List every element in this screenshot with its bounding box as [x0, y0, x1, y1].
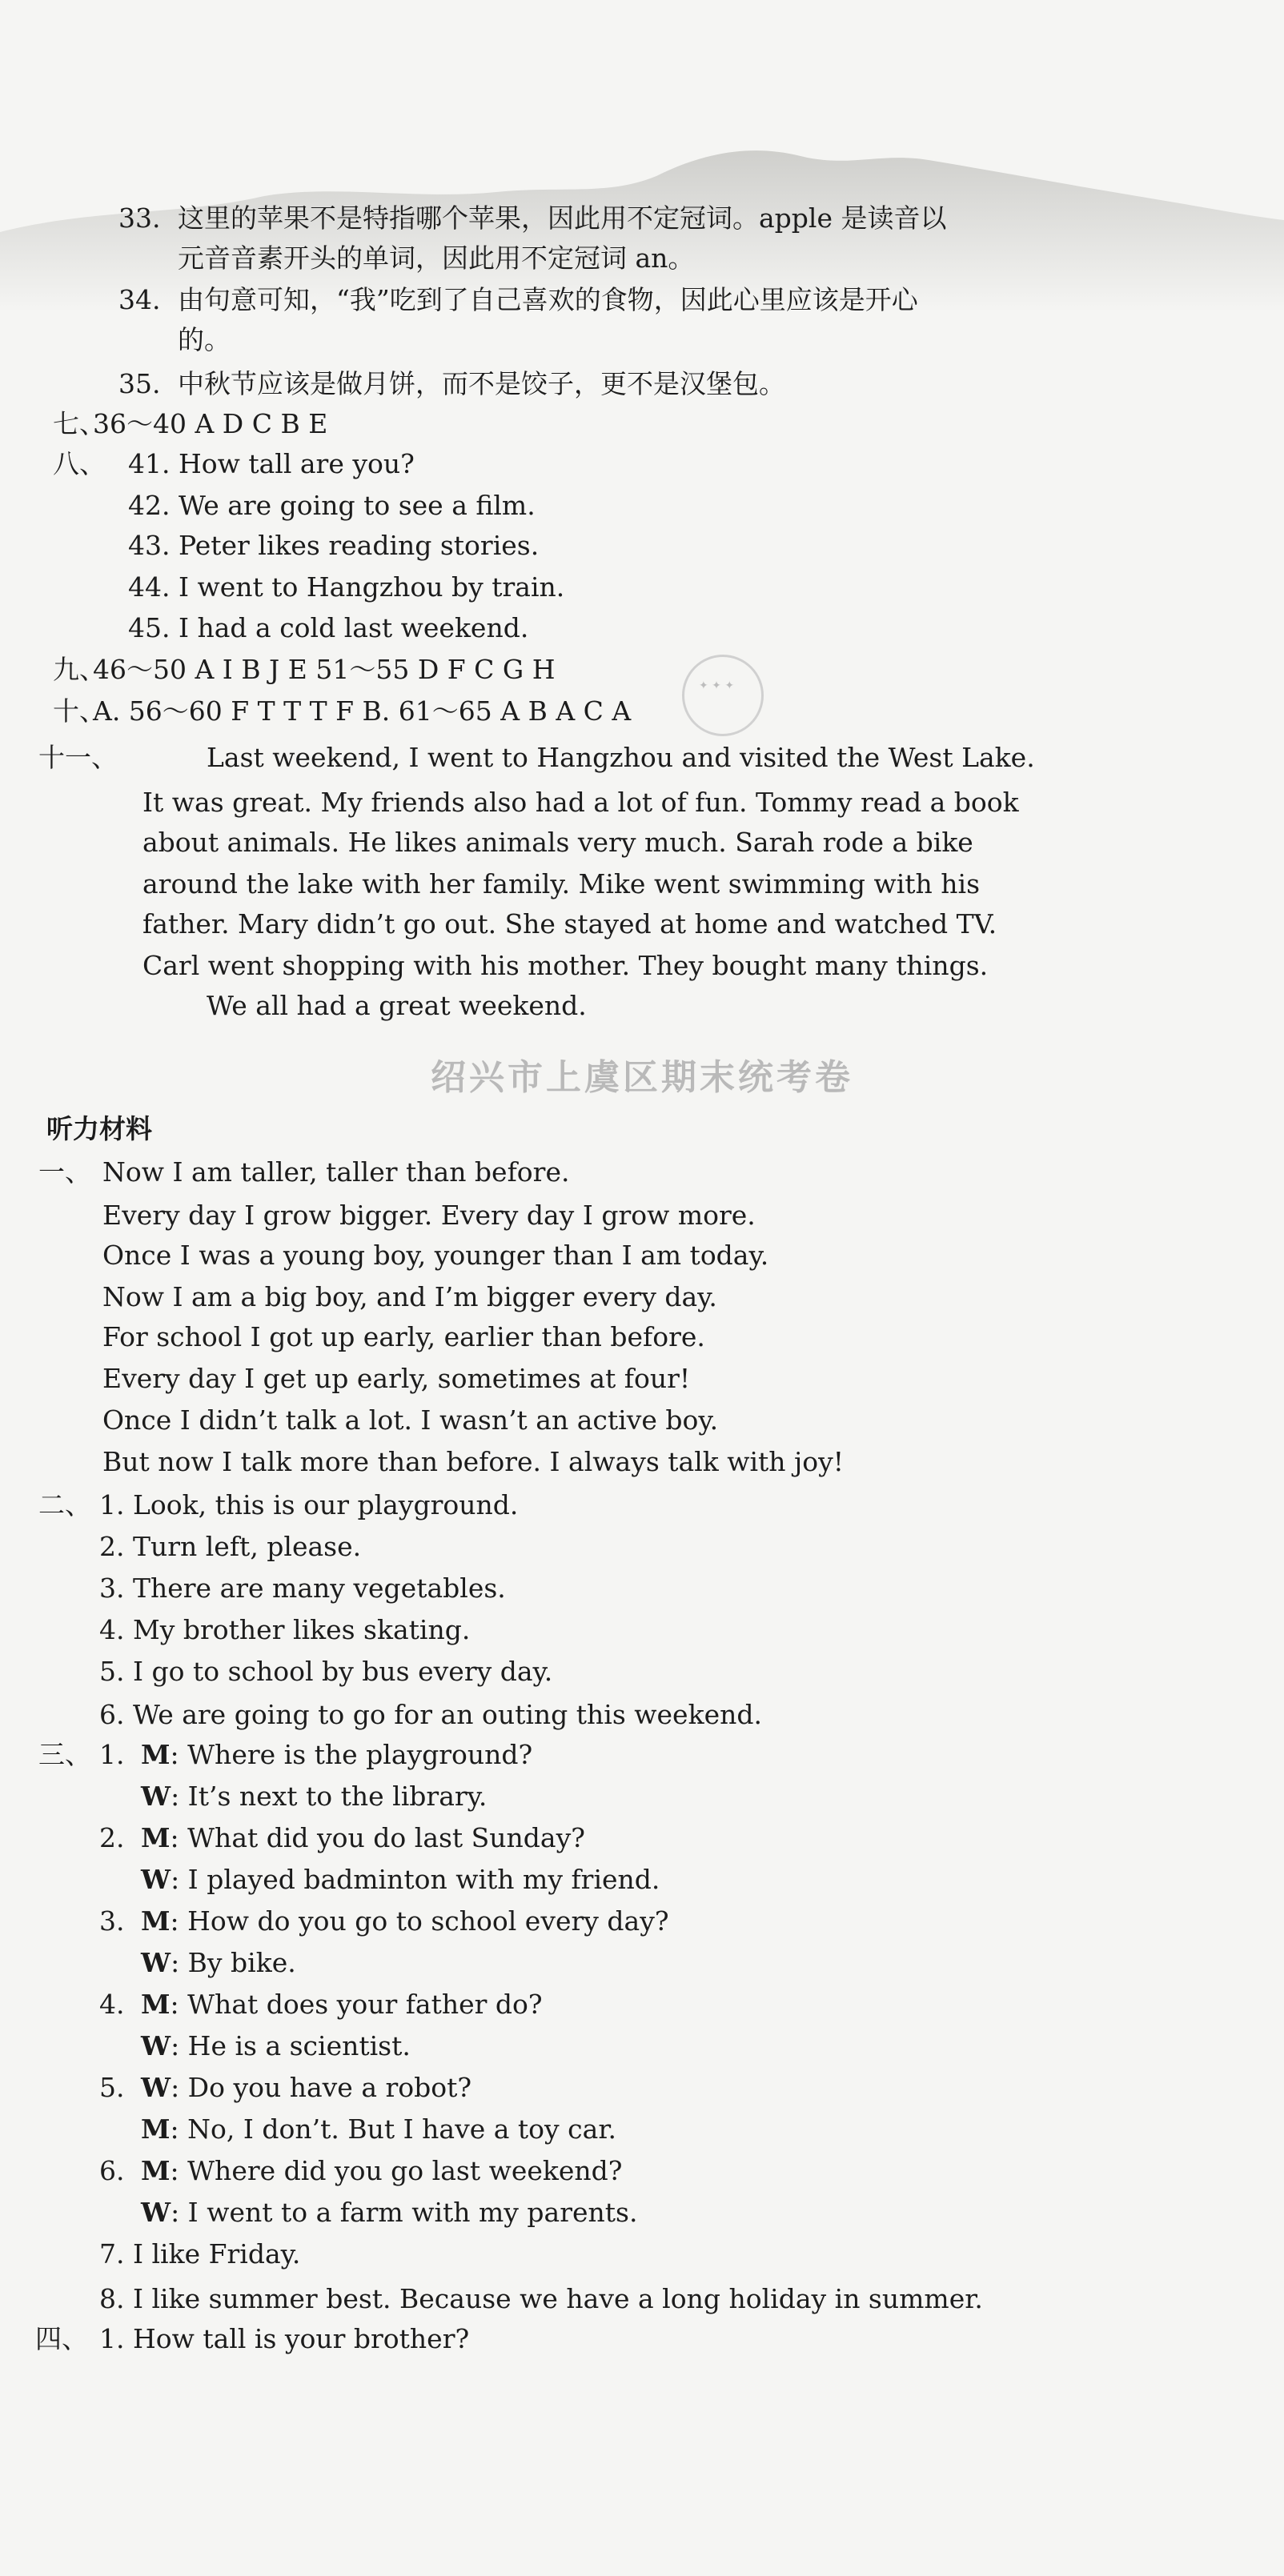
dialogue-line-2: W: By bike.	[141, 1947, 296, 1978]
dialogue-num: 2.	[99, 1822, 125, 1853]
explanation-34-line1: 由句意可知，“我”吃到了自己喜欢的食物，因此心里应该是开心	[178, 284, 918, 315]
poem-line: But now I talk more than before. I always talk with joy!	[102, 1446, 845, 1477]
dialogue-text: I played badminton with my friend.	[187, 1864, 660, 1895]
dialogue-text: By bike.	[187, 1947, 296, 1978]
speaker: W	[141, 2030, 171, 2061]
part-3-item: 8. I like summer best. Because we have a long holiday in summer.	[99, 2283, 983, 2314]
explanation-33-num: 33.	[118, 202, 161, 234]
speaker: W	[141, 1781, 171, 1812]
poem-line: Once I didn’t talk a lot. I wasn’t an active boy.	[102, 1404, 719, 1436]
speaker: M	[141, 2155, 171, 2186]
publisher-stamp: ✦ ✦ ✦	[682, 655, 764, 736]
poem-line: Now I am taller, taller than before.	[102, 1156, 570, 1188]
explanation-34-num: 34.	[118, 284, 161, 315]
section-9-answers: 46～50 A I B J E 51～55 D F C G H	[93, 654, 556, 685]
section-8-item: 41. How tall are you?	[128, 448, 415, 479]
listening-heading: 听力材料	[46, 1113, 152, 1144]
dialogue-line-1: M: What did you do last Sunday?	[141, 1822, 585, 1853]
dialogue-line-2: W: It’s next to the library.	[141, 1781, 488, 1812]
section-9-label: 九、	[53, 654, 106, 685]
dialogue-line-2: M: No, I don’t. But I have a toy car.	[141, 2113, 616, 2145]
part-3-label: 三、	[38, 1739, 91, 1770]
section-11-label: 十一、	[38, 742, 118, 773]
dialogue-text: Do you have a robot?	[187, 2072, 472, 2103]
composition-line: Carl went shopping with his mother. They bought many things.	[142, 950, 989, 981]
section-8-label: 八、	[53, 448, 106, 479]
explanation-35-line1: 中秋节应该是做月饼，而不是饺子，更不是汉堡包。	[178, 368, 785, 399]
dialogue-text: No, I don’t. But I have a toy car.	[187, 2113, 616, 2145]
explanation-33-line2: 元音音素开头的单词，因此用不定冠词 an。	[178, 242, 695, 274]
dialogue-line-1: W: Do you have a robot?	[141, 2072, 472, 2103]
poem-line: For school I got up early, earlier than before.	[102, 1321, 705, 1352]
speaker: M	[141, 1905, 171, 1937]
dialogue-text: What does your father do?	[187, 1989, 543, 2020]
dialogue-num: 6.	[99, 2155, 125, 2186]
part-2-item: 5. I go to school by bus every day.	[99, 1656, 553, 1687]
section-10-label: 十、	[53, 695, 106, 727]
composition-line: It was great. My friends also had a lot of fun. Tommy read a book	[142, 787, 1019, 818]
speaker: M	[141, 2113, 171, 2145]
dialogue-text: I went to a farm with my parents.	[187, 2197, 638, 2228]
speaker: M	[141, 1989, 171, 2020]
section-8-item: 44. I went to Hangzhou by train.	[128, 571, 565, 603]
section-8-item: 43. Peter likes reading stories.	[128, 530, 540, 561]
dialogue-line-1: M: Where did you go last weekend?	[141, 2155, 623, 2186]
section-7-label: 七、	[53, 408, 106, 439]
dialogue-num: 4.	[99, 1989, 125, 2020]
speaker: W	[141, 2197, 171, 2228]
dialogue-line-1: M: How do you go to school every day?	[141, 1905, 669, 1937]
part-2-item: 1. Look, this is our playground.	[99, 1489, 519, 1520]
dialogue-num: 1.	[99, 1739, 125, 1770]
speaker: W	[141, 1947, 171, 1978]
section-7-answers: 36～40 A D C B E	[93, 408, 328, 439]
speaker: M	[141, 1739, 171, 1770]
part-2-item: 3. There are many vegetables.	[99, 1572, 506, 1604]
part-1-label: 一、	[38, 1156, 91, 1188]
speaker: W	[141, 2072, 171, 2103]
dialogue-text: What did you do last Sunday?	[187, 1822, 585, 1853]
part-3-item: 7. I like Friday.	[99, 2238, 301, 2270]
explanation-35-num: 35.	[118, 368, 161, 399]
dialogue-num: 3.	[99, 1905, 125, 1937]
speaker: M	[141, 1822, 171, 1853]
section-8-item: 45. I had a cold last weekend.	[128, 612, 529, 643]
explanation-34-line2: 的。	[178, 324, 231, 355]
part-4-label: 四、	[35, 2323, 88, 2354]
dialogue-text: He is a scientist.	[187, 2030, 411, 2061]
composition-line: We all had a great weekend.	[207, 990, 587, 1021]
explanation-33-line1: 这里的苹果不是特指哪个苹果，因此用不定冠词。apple 是读音以	[178, 202, 947, 234]
composition-line: father. Mary didn’t go out. She stayed at home and watched TV.	[142, 908, 997, 939]
section-8-item: 42. We are going to see a film.	[128, 490, 536, 521]
dialogue-text: It’s next to the library.	[187, 1781, 488, 1812]
part-2-item: 6. We are going to go for an outing this weekend.	[99, 1699, 762, 1730]
exam-title: 绍兴市上虞区期末统考卷	[431, 1057, 853, 1098]
dialogue-line-1: M: Where is the playground?	[141, 1739, 533, 1770]
dialogue-text: Where is the playground?	[187, 1739, 533, 1770]
poem-line: Every day I grow bigger. Every day I grow more.	[102, 1200, 756, 1231]
part-4-item: 1. How tall is your brother?	[99, 2323, 470, 2354]
composition-line: about animals. He likes animals very much. Sarah rode a bike	[142, 827, 973, 858]
poem-line: Every day I get up early, sometimes at four!	[102, 1363, 691, 1394]
section-10-answers: A. 56～60 F T T T F B. 61～65 A B A C A	[93, 695, 632, 727]
part-2-item: 2. Turn left, please.	[99, 1531, 362, 1562]
poem-line: Now I am a big boy, and I’m bigger every day.	[102, 1281, 717, 1312]
dialogue-line-2: W: I went to a farm with my parents.	[141, 2197, 638, 2228]
speaker: W	[141, 1864, 171, 1895]
poem-line: Once I was a young boy, younger than I am today.	[102, 1240, 769, 1271]
composition-line: around the lake with her family. Mike went swimming with his	[142, 868, 981, 899]
dialogue-line-2: W: He is a scientist.	[141, 2030, 411, 2061]
composition-line: Last weekend, I went to Hangzhou and visited the West Lake.	[207, 742, 1035, 773]
dialogue-line-1: M: What does your father do?	[141, 1989, 543, 2020]
dialogue-text: Where did you go last weekend?	[187, 2155, 623, 2186]
dialogue-line-2: W: I played badminton with my friend.	[141, 1864, 660, 1895]
part-2-item: 4. My brother likes skating.	[99, 1614, 471, 1645]
dialogue-num: 5.	[99, 2072, 125, 2103]
dialogue-text: How do you go to school every day?	[187, 1905, 669, 1937]
part-2-label: 二、	[38, 1489, 91, 1520]
